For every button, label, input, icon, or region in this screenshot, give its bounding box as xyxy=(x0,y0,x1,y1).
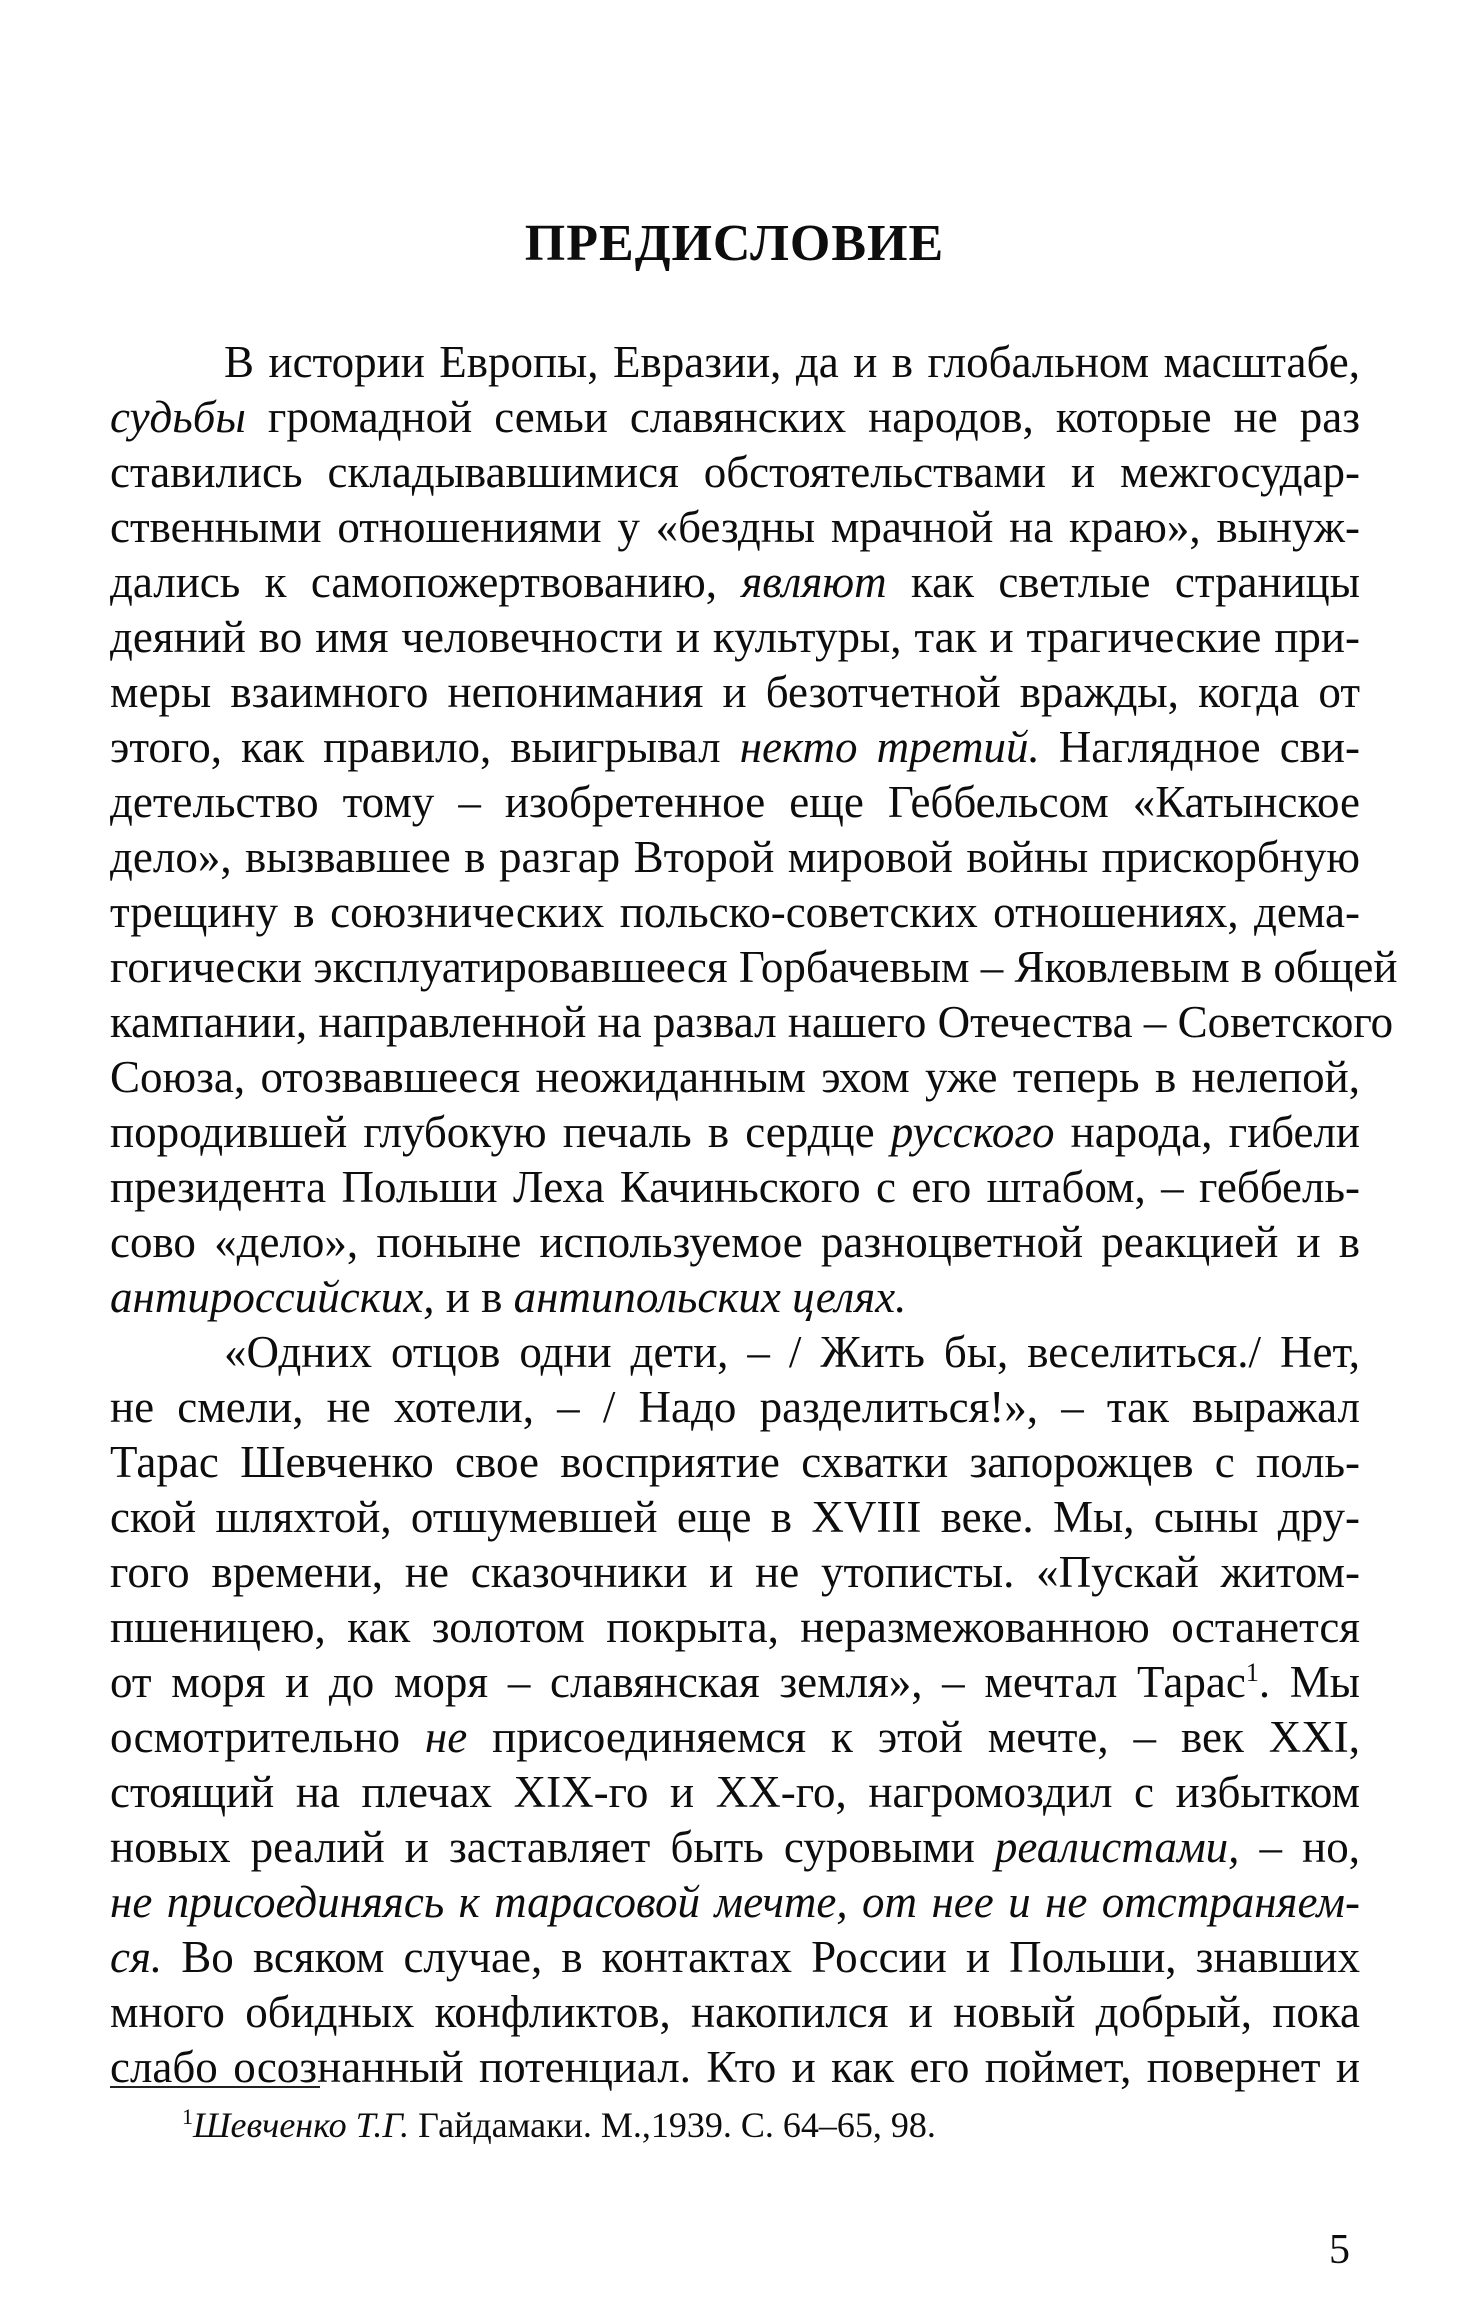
text-line xyxy=(110,1435,1360,1490)
text-line xyxy=(110,1105,1360,1160)
text-run: присоединяемся к этой мечте, – век XXI, xyxy=(467,1712,1360,1762)
text-run: пшеницею, как золотом покрыта, неразмежованною останется xyxy=(110,1602,1360,1652)
text-run: ственными отношениями у «бездны мрачной на краю», вынуж- xyxy=(110,502,1360,552)
text-run: породившей глубокую печаль в сердце xyxy=(110,1107,891,1157)
text-line xyxy=(110,335,1360,390)
text-run: дело», вызвавшее в разгар Второй мировой войны прискорбную xyxy=(110,832,1360,882)
text-run: президента Польши Леха Качиньского с его штабом, – геббель- xyxy=(110,1162,1360,1212)
text-line xyxy=(110,445,1360,500)
text-line xyxy=(110,1600,1360,1655)
footnote-reference: 1 xyxy=(1245,1658,1259,1687)
text-line xyxy=(110,665,1360,720)
text-run: этого, как правило, выигрывал xyxy=(110,722,740,772)
page-title: ПРЕДИСЛОВИЕ xyxy=(524,215,945,272)
text-run: много обидных конфликтов, накопился и новый добрый, пока xyxy=(110,1987,1360,2037)
text-line xyxy=(110,1820,1360,1875)
text-run: как светлые страницы xyxy=(886,557,1360,607)
text-run: деяний во имя человечности и культуры, так и трагические при- xyxy=(110,612,1360,662)
text-run: В истории Европы, Евразии, да и в глобальном масштабе, xyxy=(224,337,1360,387)
text-line xyxy=(110,555,1360,610)
text-line xyxy=(110,1875,1360,1930)
page-number: 5 xyxy=(1329,2227,1350,2273)
text-line xyxy=(110,390,1360,445)
text-run: от моря и до моря – славянская земля», – мечтал Тарас xyxy=(110,1657,1246,1707)
text-run: слабо осознанный потенциал. Кто и как его поймет, повернет и xyxy=(110,2042,1360,2092)
text-run: стоящий на плечах XIX-го и XX-го, нагромоздил с избытком xyxy=(110,1767,1360,1817)
text-run: не смели, не хотели, – / Надо разделиться!», – так выражал xyxy=(110,1382,1360,1432)
text-run: Союза, отозвавшееся неожиданным эхом уже теперь в нелепой, xyxy=(110,1052,1360,1102)
italic-text: русского xyxy=(890,1107,1055,1157)
text-line xyxy=(110,1215,1360,1270)
text-run: «Одних отцов одни дети, – / Жить бы, веселиться./ Нет, xyxy=(224,1327,1360,1377)
text-run: осмотрительно xyxy=(110,1712,425,1762)
text-line xyxy=(110,1710,1360,1765)
italic-text: ся. xyxy=(110,1932,163,1982)
text-line xyxy=(110,830,1360,885)
text-line xyxy=(110,1545,1360,1600)
text-line xyxy=(110,885,1360,940)
footnote-divider xyxy=(110,2086,320,2088)
text-run: громадной семьи славянских народов, которые не раз xyxy=(245,392,1360,442)
text-run: сово «дело», поныне используемое разноцветной реакцией и в xyxy=(110,1217,1360,1267)
text-run: трещину в союзнических польско-советских отношениях, дема- xyxy=(110,887,1360,937)
footnote xyxy=(110,2100,1360,2150)
text-line xyxy=(110,1985,1360,2040)
paragraph-1 xyxy=(110,335,1398,1325)
text-run: новых реалий и заставляет быть суровыми xyxy=(110,1822,995,1872)
italic-text: судьбы xyxy=(110,392,246,442)
text-run: Тарас Шевченко свое восприятие схватки запорожцев с поль- xyxy=(110,1437,1360,1487)
text-line xyxy=(110,1655,1360,1710)
italic-text: являют xyxy=(741,557,887,607)
text-run: – но, xyxy=(1239,1822,1360,1872)
italic-text: реалистами, xyxy=(994,1822,1240,1872)
text-line xyxy=(110,1270,1360,1325)
text-line xyxy=(110,1160,1360,1215)
footnote-author: Шевченко Т.Г. xyxy=(193,2105,410,2145)
body-text xyxy=(110,335,1398,2095)
italic-text: некто третий. xyxy=(739,722,1040,772)
text-line xyxy=(110,775,1360,830)
italic-text: не xyxy=(424,1712,468,1762)
text-run: меры взаимного непонимания и безотчетной вражды, когда от xyxy=(110,667,1360,717)
text-run: Наглядное сви- xyxy=(1039,722,1360,772)
text-line xyxy=(110,995,1394,1050)
paragraph-2 xyxy=(110,1325,1360,2095)
text-run: ставились складывавшимися обстоятельствами и межгосудар- xyxy=(110,447,1360,497)
italic-text: антипольских целях. xyxy=(513,1272,907,1322)
text-run: . Мы xyxy=(1258,1657,1360,1707)
text-line xyxy=(110,1930,1360,1985)
text-run: гого времени, не сказочники и не утописты. «Пускай житом- xyxy=(110,1547,1360,1597)
footnote-text: Гайдамаки. М.,1939. С. 64–65, 98. xyxy=(409,2105,936,2145)
text-line xyxy=(110,1490,1360,1545)
text-line xyxy=(110,1765,1360,1820)
italic-text: не присоединяясь к тарасовой мечте, от нее и не отстраняем- xyxy=(110,1877,1360,1927)
text-run: народа, гибели xyxy=(1054,1107,1360,1157)
text-run: ской шляхтой, отшумевшей еще в XVIII веке. Мы, сыны дру- xyxy=(110,1492,1360,1542)
text-line xyxy=(110,1325,1360,1380)
text-run: гогически эксплуатировавшееся Горбачевым – Яковлевым в общей xyxy=(110,942,1398,992)
text-line xyxy=(110,940,1398,995)
text-run: и в xyxy=(434,1272,514,1322)
text-run: детельство тому – изобретенное еще Геббельсом «Катынское xyxy=(110,777,1360,827)
italic-text: антироссийских, xyxy=(110,1272,435,1322)
text-line xyxy=(110,610,1360,665)
text-line xyxy=(110,720,1360,775)
footnote-marker: 1 xyxy=(182,2104,193,2129)
text-line xyxy=(110,1380,1360,1435)
text-line xyxy=(110,1050,1360,1105)
text-run: кампании, направленной на развал нашего Отечества – Советского xyxy=(110,997,1394,1047)
text-line xyxy=(110,500,1360,555)
text-run: дались к самопожертвованию, xyxy=(110,557,742,607)
text-run: Во всяком случае, в контактах России и Польши, знавших xyxy=(162,1932,1360,1982)
